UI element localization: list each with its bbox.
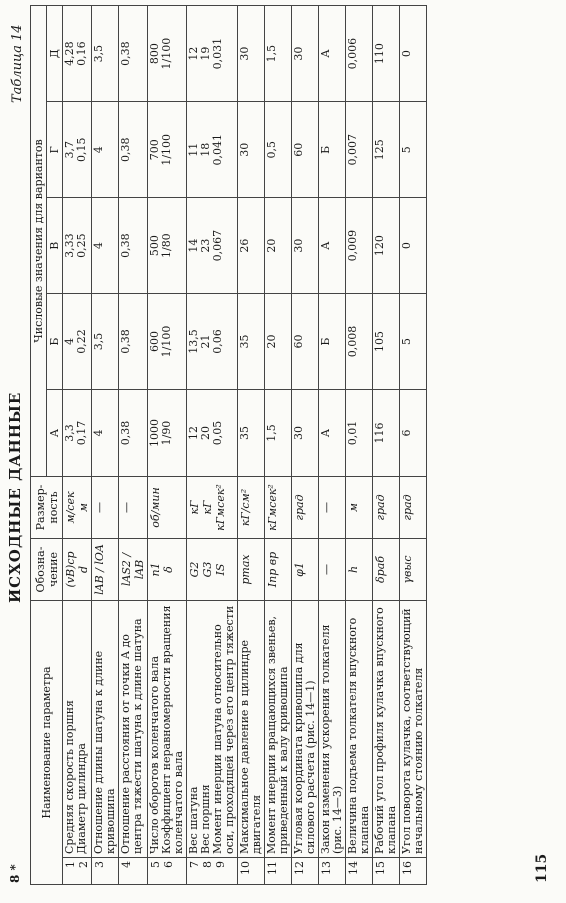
unit: кГ/см² <box>238 477 265 539</box>
table-row <box>187 6 238 885</box>
parameter-name: Рабочий угол профиля кулачка впускного клапана <box>373 601 400 858</box>
value-cell: 0,38 <box>119 390 148 477</box>
row-number: 16 <box>400 858 427 885</box>
table-row <box>292 6 319 885</box>
designation: pmax <box>238 539 265 601</box>
value-cell: 60 <box>292 102 319 198</box>
parameter-name: Отношение расстояния от точки A до центра тяжести шатуна к длине шатуна <box>119 601 148 858</box>
col-designation-header: Обозна-чение <box>31 539 63 601</box>
value-cell: 600 1/100 <box>148 293 187 389</box>
value-cell: 700 1/100 <box>148 102 187 198</box>
value-cell: 0,009 <box>346 198 373 294</box>
unit: кГмсек² <box>265 477 292 539</box>
value-cell: 12 20 0,05 <box>187 390 238 477</box>
value-cell: 500 1/80 <box>148 198 187 294</box>
parameter-name: Угловая координата кривошипа для силового расчета (рис. 14—1) <box>292 601 319 858</box>
value-cell: 3,33 0,25 <box>63 198 92 294</box>
table-row <box>400 6 427 885</box>
table-row <box>63 6 92 885</box>
table-row <box>92 6 119 885</box>
parameter-name: Вес шатуна Вес поршня Момент инерции шатуна относительно оси, проходящей через его центр тяжести <box>187 601 238 858</box>
value-cell: 4 <box>92 390 119 477</box>
row-number: 10 <box>238 858 265 885</box>
value-cell: 12 19 0,031 <box>187 6 238 102</box>
row-number: 7 8 9 <box>187 858 238 885</box>
parameter-name: Число оборотов коленчатого вала Коэффициент неравномерности вращения коленчатого вала <box>148 601 187 858</box>
value-cell: Б <box>319 293 346 389</box>
col-values-header: Числовые значения для вариантов <box>31 6 47 477</box>
value-cell: 35 <box>238 390 265 477</box>
page-mark: 8 * <box>8 864 22 883</box>
variant-g: Г <box>47 102 63 198</box>
value-cell: 3,7 0,15 <box>63 102 92 198</box>
unit: — <box>92 477 119 539</box>
designation: — <box>319 539 346 601</box>
table-row <box>148 6 187 885</box>
value-cell: 60 <box>292 293 319 389</box>
value-cell: 4 0,22 <box>63 293 92 389</box>
row-number: 14 <box>346 858 373 885</box>
table-row <box>346 6 373 885</box>
value-cell: Б <box>319 102 346 198</box>
parameter-name: Средняя скорость поршня Диаметр цилиндра <box>63 601 92 858</box>
value-cell: 0,5 <box>265 102 292 198</box>
row-number: 1 2 <box>63 858 92 885</box>
value-cell: 5 <box>400 102 427 198</box>
col-unit-header: Размер-ность <box>31 477 63 539</box>
value-cell: 5 <box>400 293 427 389</box>
value-cell: 20 <box>265 293 292 389</box>
page-title: ИСХОДНЫЕ ДАННЫЕ <box>6 391 24 603</box>
variant-a: А <box>47 390 63 477</box>
header-row <box>31 6 47 885</box>
row-number: 13 <box>319 858 346 885</box>
designation: lAS2 / lAB <box>119 539 148 601</box>
parameter-name: Максимальное давление в цилиндре двигателя <box>238 601 265 858</box>
table-label: Таблица 14 <box>10 24 25 103</box>
value-cell: 0,38 <box>119 6 148 102</box>
value-cell: 800 1/100 <box>148 6 187 102</box>
value-cell: 0,007 <box>346 102 373 198</box>
value-cell: 3,5 <box>92 293 119 389</box>
value-cell: 125 <box>373 102 400 198</box>
value-cell: А <box>319 390 346 477</box>
value-cell: 105 <box>373 293 400 389</box>
row-number: 3 <box>92 858 119 885</box>
data-table <box>30 5 427 885</box>
value-cell: 110 <box>373 6 400 102</box>
variant-v: В <box>47 198 63 294</box>
unit: град <box>292 477 319 539</box>
designation: γвыс <box>400 539 427 601</box>
value-cell: 30 <box>238 6 265 102</box>
designation: δраб <box>373 539 400 601</box>
value-cell: 6 <box>400 390 427 477</box>
parameter-name: Момент инерции вращающихся звеньев, приведенный к валу кривошипа <box>265 601 292 858</box>
value-cell: 1,5 <box>265 6 292 102</box>
designation: G2 G3 IS <box>187 539 238 601</box>
table-body <box>63 6 427 885</box>
value-cell: 0 <box>400 198 427 294</box>
value-cell: 3,3 0,17 <box>63 390 92 477</box>
value-cell: 1,5 <box>265 390 292 477</box>
value-cell: 30 <box>292 6 319 102</box>
value-cell: 0,38 <box>119 198 148 294</box>
designation: n1 δ <box>148 539 187 601</box>
designation: φ1 <box>292 539 319 601</box>
value-cell: 0,01 <box>346 390 373 477</box>
value-cell: 13,5 21 0,06 <box>187 293 238 389</box>
value-cell: 4,28 0,16 <box>63 6 92 102</box>
unit: м/сек м <box>63 477 92 539</box>
value-cell: А <box>319 6 346 102</box>
value-cell: 35 <box>238 293 265 389</box>
unit: град <box>373 477 400 539</box>
row-number: 15 <box>373 858 400 885</box>
unit: кГ кГ кГмсек² <box>187 477 238 539</box>
unit: град <box>400 477 427 539</box>
value-cell: 1000 1/90 <box>148 390 187 477</box>
value-cell: 30 <box>292 390 319 477</box>
row-number: 11 <box>265 858 292 885</box>
row-number: 4 <box>119 858 148 885</box>
parameter-name: Отношение длины шатуна к длине кривошипа <box>92 601 119 858</box>
table-row <box>319 6 346 885</box>
row-number: 12 <box>292 858 319 885</box>
value-cell: 30 <box>238 102 265 198</box>
unit: об/мин <box>148 477 187 539</box>
value-cell: 0 <box>400 6 427 102</box>
value-cell: А <box>319 198 346 294</box>
value-cell: 4 <box>92 198 119 294</box>
table-row <box>373 6 400 885</box>
designation: lAB / lOA <box>92 539 119 601</box>
parameter-name: Закон изменения ускорения толкателя (рис. 14—3) <box>319 601 346 858</box>
value-cell: 0,008 <box>346 293 373 389</box>
value-cell: 26 <box>238 198 265 294</box>
unit: м <box>346 477 373 539</box>
parameter-name: Величина подъема толкателя впускного клапана <box>346 601 373 858</box>
value-cell: 0,38 <box>119 102 148 198</box>
unit: — <box>119 477 148 539</box>
designation: h <box>346 539 373 601</box>
value-cell: 14 23 0,067 <box>187 198 238 294</box>
value-cell: 30 <box>292 198 319 294</box>
variant-b: Б <box>47 293 63 389</box>
unit: — <box>319 477 346 539</box>
value-cell: 3,5 <box>92 6 119 102</box>
value-cell: 20 <box>265 198 292 294</box>
value-cell: 0,38 <box>119 293 148 389</box>
value-cell: 120 <box>373 198 400 294</box>
col-name-header: Наименование параметра <box>31 601 63 885</box>
value-cell: 116 <box>373 390 400 477</box>
table-row <box>119 6 148 885</box>
row-number: 5 6 <box>148 858 187 885</box>
table-row <box>238 6 265 885</box>
variant-d: Д <box>47 6 63 102</box>
value-cell: 4 <box>92 102 119 198</box>
parameter-name: Угол поворота кулачка, соответствующий начальному стоянию толкателя <box>400 601 427 858</box>
table-row <box>265 6 292 885</box>
value-cell: 0,006 <box>346 6 373 102</box>
page-number: 115 <box>534 853 550 883</box>
designation: Iпр вр <box>265 539 292 601</box>
value-cell: 11 18 0,041 <box>187 102 238 198</box>
designation: (vB)ср d <box>63 539 92 601</box>
